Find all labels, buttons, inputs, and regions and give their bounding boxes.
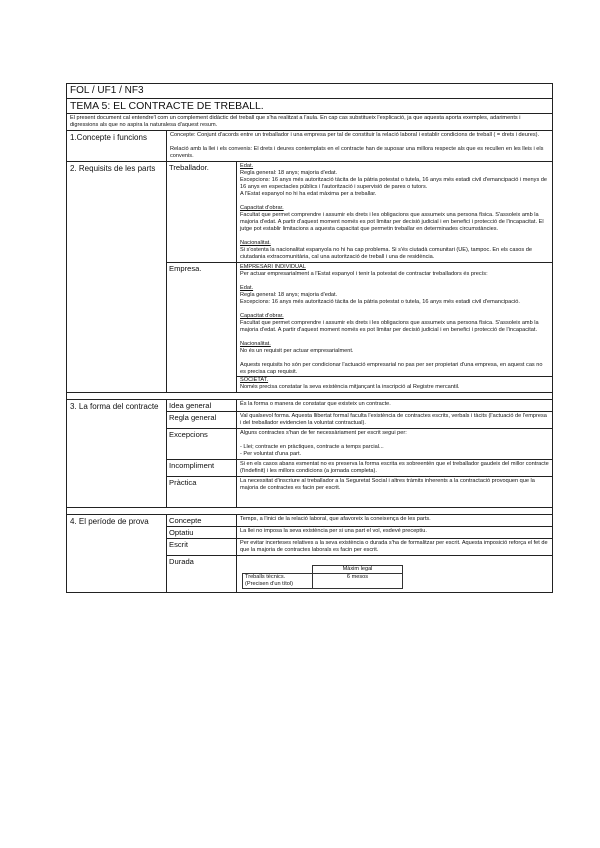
trial-row-key: Optatiu	[167, 527, 237, 539]
form-row-value: És la forma o manera de constatar que existeix un contracte.	[237, 400, 553, 412]
technical-jobs-note: (Precisen d'un títol)	[245, 581, 294, 587]
section-1-label: 1.Concepte i funcions	[67, 131, 167, 162]
intro-text: El present document cal entendre'l com un complement didàctic del treball que s'ha realitzat a l'aula. En cap cas substitueix l'explicació, ja que aquesta aporta exemples, adariments i digressions als que no aspira la naturalesa d'aquest resum.	[67, 114, 553, 131]
worker-capacity-heading: Capacitat d'obrar.	[240, 205, 284, 211]
company-age-exceptions: Excepcions: 16 anys més autorització tàcita de la pàtria potestat o tutela, 16 anys més estadi civil d'emancipació.	[240, 299, 520, 305]
society-heading: SOCIETAT.	[240, 377, 269, 383]
company-label: Empresa.	[167, 263, 237, 393]
worker-age-rule: Regla general: 18 anys; majoria d'edat.	[240, 170, 338, 176]
duration-content	[237, 556, 553, 593]
company-age-heading: Edat.	[240, 285, 254, 291]
document-title: TEMA 5: EL CONTRACTE DE TREBALL.	[67, 99, 553, 114]
trial-row-value: La llei no imposa la seva existència per si una part el vol, esdevé preceptiu.	[237, 527, 553, 539]
company-capacity-text: Facultat que permet comprendre i assumir els drets i les obligacions que assumeix una persona física. S'assoleix amb la majoria d'edat. A partir d'aquest moment només es pot limitar per decisió judicial i en benefici i protecció de l'incapacitat.	[240, 320, 539, 333]
worker-content	[237, 162, 553, 263]
trial-row-key: Concepte	[167, 515, 237, 527]
concept-text: Concepte: Conjunt d'acords entre un treballador i una empresa per tal de constituir la relació laboral i establir condicions de treball ( = drets i deures).	[170, 132, 540, 138]
company-capacity-heading: Capacitat d'obrar.	[240, 313, 284, 319]
form-row-key: Excepcions	[167, 429, 237, 460]
technical-jobs-label: Treballs tècnics.	[245, 574, 286, 580]
trial-row-value: Temps, a l'inici de la relació laboral, que afavoreix la coneixença de les parts.	[237, 515, 553, 527]
trial-row-value: Per evitar incerteses relatives a la seva existència o durada s'ha de formalitzar per escrit. Aquesta imposició reforça el fet de que la majoria de contractes laborals es facin per escrit.	[237, 539, 553, 556]
company-nationality-text: No és un requisit per actuar empresarialment.	[240, 348, 354, 354]
individual-employer-text: Per actuar empresarialment a l'Estat espanyol i tenir la potestat de contractar treballadors és precís:	[240, 271, 488, 277]
trial-row-key: Durada	[167, 556, 237, 593]
section-spacer	[67, 393, 553, 400]
worker-age-exceptions: Excepcions: 16 anys més autorització tàcita de la pàtria potestat o tutela, 16 anys més estadi civil d'emancipació i menys de 16 anys en espectacles públics i l'autorització i supervisió de pares o tutors.	[240, 177, 548, 190]
company-note: Aquests requisits ho són per condicionar l'actuació empresarial no pas per ser propietari d'una empresa, en aquest cas no es precisa cap requisit.	[240, 362, 543, 375]
section-4-label: 4. El període de prova	[67, 515, 167, 593]
section-2-label: 2. Requisits de les parts	[67, 162, 167, 393]
law-relation-text: Relació amb la llei i els convenis: El drets i deures contemplats en el contracte han de suposar una millora respecte als que es recullen en les lleis i els convenis.	[170, 146, 544, 159]
duration-table-header: Màxim legal	[313, 566, 403, 574]
worker-label: Treballador.	[167, 162, 237, 263]
exceptions-law: - Llei; contracte en pràctiques, contracte a temps parcial...	[240, 444, 384, 450]
form-row-value: La necessitat d'inscriure al treballador a la Seguretat Social i altres tràmits inherents a la contractació provoquen que la majoria de contractes es facin per escrit.	[237, 477, 553, 508]
worker-age-heading: Edat.	[240, 163, 254, 169]
form-row-value	[237, 429, 553, 460]
worker-capacity-text: Facultat que permet comprendre i assumir els drets i les obligacions que assumeix una persona física. S'assoleix amb la majoria d'edat. A partir d'aquest moment només es pot limitar per decisió judicial i en benefici i protecció de l'incapacitat. El jutge pot establir limitacions a aquesta capacitat que permetin treballar en determinades circumstàncies.	[240, 212, 544, 232]
document-page	[66, 83, 552, 593]
content-table	[66, 83, 553, 593]
duration-row-value: 6 mesos	[313, 574, 403, 589]
section-spacer	[67, 508, 553, 515]
exceptions-intro: Alguns contractes s'han de fer necessàriament per escrit segui per:	[240, 430, 407, 436]
section-1-content	[167, 131, 553, 162]
section-3-label: 3. La forma del contracte	[67, 400, 167, 508]
worker-nationality-text: Si s'ostenta la nacionalitat espanyola no hi ha cap problema. Si s'és ciutadà comunitari (UE), tampoc. En els casos de ciutadania extracomunitària, cal una autorització de treball i una de residència.	[240, 247, 532, 260]
trial-row-key: Escrit	[167, 539, 237, 556]
company-content	[237, 263, 553, 393]
form-row-value: Si en els casos abans esmentat no es preserva la forma escrita es sobreentén que el treballador gaudeix del millor contracte (l'indefinit) i les millors condicions (a jornada completa).	[237, 460, 553, 477]
exceptions-will: - Per voluntat d'una part.	[240, 451, 302, 457]
individual-employer-heading: EMPRESARI INDIVIDUAL	[240, 264, 306, 270]
form-row-key: Pràctica	[167, 477, 237, 508]
form-row-key: Idea general	[167, 400, 237, 412]
company-age-rule: Regla general: 18 anys; majoria d'edat.	[240, 292, 338, 298]
company-nationality-heading: Nacionalitat.	[240, 341, 271, 347]
worker-age-max: A l'Estat espanyol no hi ha edat màxima per a treballar.	[240, 191, 377, 197]
society-text: Només precisa constatar la seva existència mitjançant la inscripció al Registre mercantil.	[240, 384, 460, 390]
form-row-key: Regla general	[167, 412, 237, 429]
course-header: FOL / UF1 / NF3	[67, 84, 553, 99]
form-row-value: Val qualsevol forma. Aquesta llibertat formal faculta l'existència de contractes escrits, verbals i tàcits (l'actuació de l'empresa i del treballador evidencien la voluntat contractual).	[237, 412, 553, 429]
duration-table	[242, 565, 403, 589]
form-row-key: Incompliment	[167, 460, 237, 477]
worker-nationality-heading: Nacionalitat.	[240, 240, 271, 246]
duration-row-label	[243, 574, 313, 589]
